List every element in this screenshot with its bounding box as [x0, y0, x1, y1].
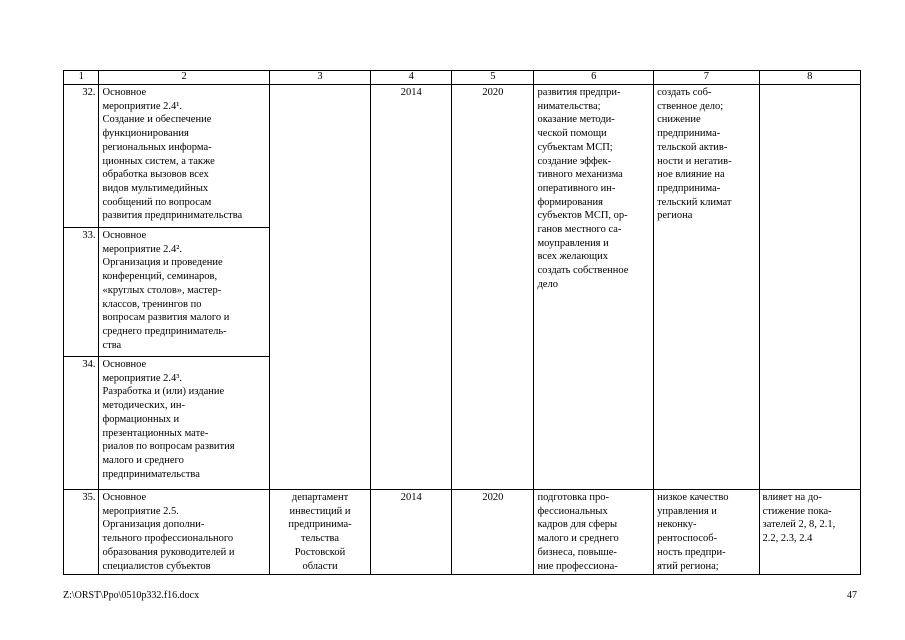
consequence-line: снижение	[657, 114, 701, 126]
activity-name-line: ционных систем, а также	[102, 155, 215, 167]
column-number-row	[64, 71, 861, 85]
column-number: 8	[759, 71, 860, 85]
consequence-line: тельской актив-	[657, 141, 728, 153]
consequence-line: ности и негатив-	[657, 155, 732, 167]
executor-cell	[269, 85, 370, 490]
executor-line: предпринима-	[288, 519, 352, 531]
activity-name-line: презентационных мате-	[102, 427, 209, 439]
footer-file-path: Z:\ORST\Ppo\0510p332.f16.docx	[63, 590, 200, 601]
result-line: оказание методи-	[537, 114, 615, 126]
consequence-line: тельский климат	[657, 196, 732, 208]
column-number: 7	[654, 71, 759, 85]
activity-name-line: Организация и проведение	[102, 257, 223, 269]
result-line: дело	[537, 278, 558, 290]
result-line: фессиональных	[537, 505, 608, 517]
result-line: субъектов МСП, ор-	[537, 210, 628, 222]
column-number: 1	[64, 71, 99, 85]
activity-name-line: развития предпринимательства	[102, 210, 243, 222]
column-number: 4	[371, 71, 452, 85]
executor-line: области	[302, 560, 338, 572]
activity-name-cell	[99, 85, 269, 228]
result-line: ческой помощи	[537, 128, 607, 140]
row-number: 33.	[64, 228, 99, 357]
result-line: формирования	[537, 196, 603, 208]
executor-line: департамент	[291, 492, 349, 503]
executor-line: инвестиций и	[289, 505, 351, 517]
consequence-line: ственное дело;	[657, 100, 724, 112]
result-line: субъектам МСП;	[537, 141, 613, 153]
start-year-cell: 2014	[371, 85, 452, 490]
expected-result-cell	[534, 85, 654, 490]
activity-name-line: конференций, семинаров,	[102, 271, 218, 283]
consequence-line: создать соб-	[657, 87, 712, 98]
table-row	[64, 490, 861, 575]
end-year-cell: 2020	[452, 85, 534, 490]
consequence-line: неконку-	[657, 519, 697, 531]
executor-line: Ростовской	[294, 546, 346, 558]
result-line: моуправления и	[537, 237, 609, 249]
activity-name-line: малого и среднего	[102, 454, 184, 466]
result-line: тивного механизма	[537, 169, 623, 181]
indicator-link-cell	[759, 490, 860, 575]
activity-name-line: Основное	[102, 87, 147, 98]
activity-name-line: обработка вызовов всех	[102, 169, 209, 181]
activity-name-line: Основное	[102, 359, 147, 370]
result-line: создать собственное	[537, 265, 629, 277]
consequence-line: ность предпри-	[657, 546, 726, 558]
program-activities-table	[63, 70, 861, 575]
page-number: 47	[847, 590, 857, 601]
consequence-line: региона	[657, 210, 693, 222]
activity-name-line: функционирования	[102, 128, 189, 140]
consequence-line: предпринима-	[657, 182, 721, 194]
activity-name-line: классов, тренингов по	[102, 298, 202, 310]
activity-name-cell	[99, 228, 269, 357]
indicator-link-line: 2.2, 2.3, 2.4	[762, 533, 813, 545]
result-line: развития предпри-	[537, 87, 621, 98]
column-number: 6	[534, 71, 654, 85]
activity-name-line: риалов по вопросам развития	[102, 441, 235, 453]
consequence-line: ное влияние на	[657, 169, 725, 181]
row-number: 35.	[64, 490, 99, 575]
row-number: 34.	[64, 357, 99, 490]
indicator-link-cell	[759, 85, 860, 490]
activity-name-line: среднего предприниматель-	[102, 325, 227, 337]
activity-name-line: предпринимательства	[102, 468, 200, 480]
activity-name-line: Основное	[102, 230, 147, 241]
activity-name-cell	[99, 357, 269, 490]
result-line: оперативного ин-	[537, 182, 616, 194]
consequence-line: рентоспособ-	[657, 533, 718, 545]
consequence-line: низкое качество	[657, 492, 729, 503]
column-number: 3	[269, 71, 370, 85]
activity-name-line: специалистов субъектов	[102, 560, 211, 572]
result-line: всех желающих	[537, 251, 609, 263]
result-line: нимательства;	[537, 100, 601, 112]
end-year-cell: 2020	[452, 490, 534, 575]
executor-cell	[269, 490, 370, 575]
consequence-cell	[654, 490, 759, 575]
consequence-line: управления и	[657, 505, 717, 517]
expected-result-cell	[534, 490, 654, 575]
indicator-link-line: стижение пока-	[762, 505, 832, 517]
table-row	[64, 85, 861, 228]
activity-name-line: мероприятие 2.5.	[102, 505, 179, 517]
result-line: бизнеса, повыше-	[537, 546, 617, 558]
activity-name-line: тельного профессионального	[102, 533, 234, 545]
activity-name-line: образования руководителей и	[102, 546, 235, 558]
consequence-line: ятий региона;	[657, 560, 719, 572]
row-number: 32.	[64, 85, 99, 228]
result-line: кадров для сферы	[537, 519, 618, 531]
activity-name-line: ства	[102, 339, 122, 351]
consequence-cell	[654, 85, 759, 490]
indicator-link-line: зателей 2, 8, 2.1,	[762, 519, 836, 531]
activity-name-cell	[99, 490, 269, 575]
column-number: 2	[99, 71, 269, 85]
consequence-line: предпринима-	[657, 128, 721, 140]
activity-name-line: формационных и	[102, 413, 180, 425]
result-line: ние профессиона-	[537, 560, 618, 572]
activity-name-line: мероприятие 2.4¹.	[102, 100, 182, 112]
result-line: малого и среднего	[537, 533, 619, 545]
activity-name-line: мероприятие 2.4².	[102, 243, 182, 255]
activity-name-line: сообщений по вопросам	[102, 196, 212, 208]
column-number: 5	[452, 71, 534, 85]
activity-name-line: вопросам развития малого и	[102, 312, 230, 324]
activity-name-line: мероприятие 2.4³.	[102, 372, 182, 384]
indicator-link-line: влияет на до-	[762, 492, 822, 503]
activity-name-line: видов мультимедийных	[102, 182, 209, 194]
activity-name-line: региональных информа-	[102, 141, 212, 153]
executor-line: тельства	[301, 533, 340, 545]
start-year-cell: 2014	[371, 490, 452, 575]
activity-name-line: Организация дополни-	[102, 519, 205, 531]
activity-name-line: Создание и обеспечение	[102, 114, 212, 126]
result-line: ганов местного са-	[537, 224, 622, 236]
result-line: подготовка про-	[537, 492, 610, 503]
activity-name-line: Основное	[102, 492, 147, 503]
activity-name-line: «круглых столов», мастер-	[102, 284, 222, 296]
result-line: создание эффек-	[537, 155, 612, 167]
activity-name-line: Разработка и (или) издание	[102, 386, 225, 398]
activity-name-line: методических, ин-	[102, 400, 185, 412]
